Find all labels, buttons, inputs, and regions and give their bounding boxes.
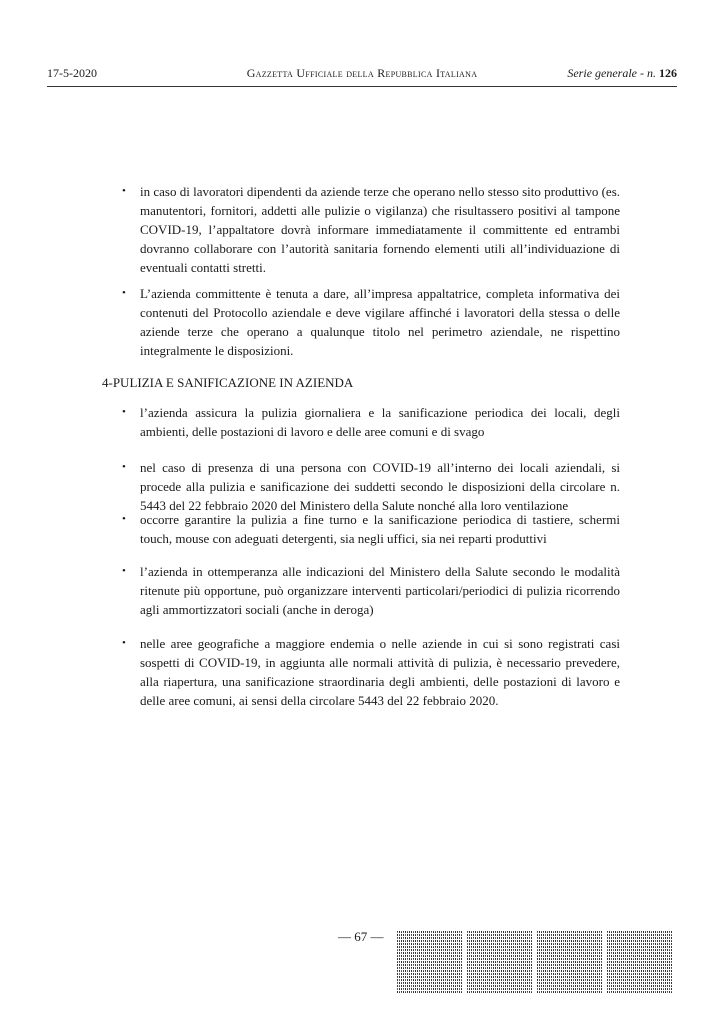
list-item [122,284,620,360]
list-item [122,403,620,441]
list-item-text: nel caso di presenza di una persona con COVID-19 all’interno dei locali aziendali, si procede alla pulizia e sanificazione dei suddetti secondo le disposizioni della circolare n. 5443 del 22 febbraio 2020 del Ministero della Salute nonché alla loro ventilazione [140,460,620,513]
bullet-icon: • [122,637,126,649]
header-series [567,66,677,81]
series-number: 126 [659,66,677,80]
datamatrix-icon [396,930,462,994]
page-number: — 67 — [338,929,384,944]
list-item [122,634,620,710]
datamatrix-icon [466,930,532,994]
datamatrix-icon [536,930,602,994]
list-item-text: l’azienda in ottemperanza alle indicazioni del Ministero della Salute secondo le modalità ritenute più opportune, può organizzare interventi particolari/periodici di pulizia ricorrendo agli ammortizzatori sociali (anche in deroga) [140,564,620,617]
bullet-icon: • [122,287,126,299]
bullet-icon: • [122,185,126,197]
series-label: Serie generale - n. [567,66,656,80]
bullet-icon: • [122,406,126,418]
list-item-text: l’azienda assicura la pulizia giornaliera e la sanificazione periodica dei locali, degli ambienti, delle postazioni di lavoro e delle aree comuni e di svago [140,405,620,439]
list-item [122,182,620,277]
list-item-text: nelle aree geografiche a maggiore endemia o nelle aziende in cui si sono registrati casi sospetti di COVID-19, in aggiunta alle normali attività di pulizia, è necessario prevedere, alla riapertura, una sanificazione straordinaria degli ambienti, delle postazioni di lavoro e delle aree comuni, ai sensi della circolare 5443 del 22 febbraio 2020. [140,636,620,708]
page-header [47,66,677,84]
header-date: 17-5-2020 [47,66,97,80]
bullet-icon: • [122,513,126,525]
section-title: 4-PULIZIA E SANIFICAZIONE IN AZIENDA [102,375,354,390]
header-title: Gazzetta Ufficiale della Repubblica Italiana [246,66,478,80]
list-item [122,458,620,515]
list-item-text: occorre garantire la pulizia a fine turno e la sanificazione periodica di tastiere, schermi touch, mouse con adeguati detergenti, sia negli uffici, sia nei reparti produttivi [140,512,620,546]
bullet-icon: • [122,461,126,473]
header-rule [47,86,677,87]
list-item [122,510,620,548]
list-item-text: L’azienda committente è tenuta a dare, all’impresa appaltatrice, completa informativa dei contenuti del Protocollo aziendale e deve vigilare affinché i lavoratori della stessa o delle aziende terze che operano a qualunque titolo nel perimetro aziendale, ne rispettino integralmente le disposizioni. [140,286,620,358]
bullet-icon: • [122,565,126,577]
datamatrix-icon [606,930,672,994]
list-item [122,562,620,619]
list-item-text: in caso di lavoratori dipendenti da aziende terze che operano nello stesso sito produttivo (es. manutentori, fornitori, addetti alle pulizie o vigilanza) che risultassero positivi al tampone COVID-19, l’appaltatore dovrà informare immediatamente il committente ed entrambi dovranno collaborare con l’autorità sanitaria fornendo elementi utili all’individuazione di eventuali contatti stretti. [140,184,620,275]
